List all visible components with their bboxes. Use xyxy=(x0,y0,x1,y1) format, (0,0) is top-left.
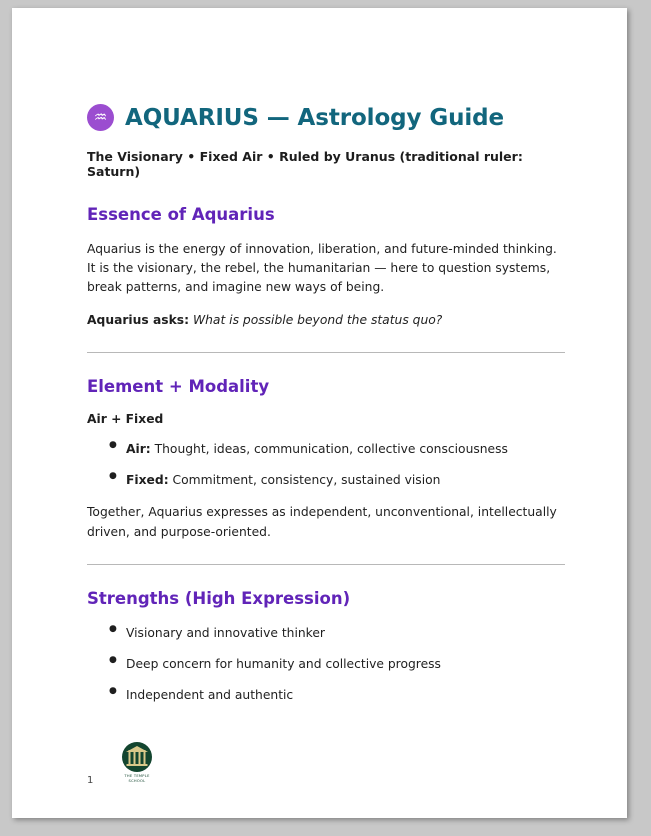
list-item: ● Visionary and innovative thinker xyxy=(109,624,565,642)
list-item xyxy=(109,440,565,458)
logo-mark xyxy=(122,742,152,772)
section-heading-element-modality: Element + Modality xyxy=(87,376,270,396)
aquarius-glyph-icon: ♒ xyxy=(87,104,114,131)
list-item: ● Deep concern for humanity and collective progress xyxy=(109,655,565,673)
strengths-list xyxy=(87,624,565,705)
document-content xyxy=(87,104,565,719)
list-item-text: Thought, ideas, communication, collective consciousness xyxy=(150,441,508,456)
page-footer xyxy=(87,738,565,786)
section-divider-1 xyxy=(87,352,565,353)
element-modality-list xyxy=(87,440,565,490)
list-item-term: Fixed: xyxy=(126,473,169,488)
essence-ask-line xyxy=(87,311,565,329)
page-title: AQUARIUS — Astrology Guide xyxy=(125,104,505,131)
essence-ask-question: What is possible beyond the status quo? xyxy=(192,313,443,328)
essence-ask-label: Aquarius asks: xyxy=(87,313,190,328)
logo-text-line1: THE TEMPLE xyxy=(124,774,150,779)
page-number: 1 xyxy=(87,775,94,786)
logo-pillars xyxy=(129,750,146,765)
list-item: ● Independent and authentic xyxy=(109,686,565,704)
element-modality-closing: Together, Aquarius expresses as independent, unconventional, intellectually driven, and purpose-oriented. xyxy=(87,505,557,539)
section-heading-essence: Essence of Aquarius xyxy=(87,205,275,224)
document-page xyxy=(12,8,627,818)
section-heading-strengths: Strengths (High Expression) xyxy=(87,588,351,608)
title-row xyxy=(87,104,565,131)
temple-school-logo-icon xyxy=(114,742,160,784)
list-item xyxy=(109,471,565,489)
logo-text-line2: SCHOOL xyxy=(128,779,146,784)
essence-paragraph: Aquarius is the energy of innovation, liberation, and future-minded thinking. It is the visionary, the rebel, the humanitarian — here to question systems, break patterns, and imagine new ways of being. xyxy=(87,242,557,295)
element-modality-summary: Air + Fixed xyxy=(87,411,164,426)
list-item-term: Air: xyxy=(126,441,151,456)
logo-base xyxy=(127,764,148,766)
section-divider-2 xyxy=(87,564,565,565)
document-subtitle: The Visionary • Fixed Air • Ruled by Uranus (traditional ruler: Saturn) xyxy=(87,149,523,179)
list-item-text: Commitment, consistency, sustained vision xyxy=(168,473,441,488)
